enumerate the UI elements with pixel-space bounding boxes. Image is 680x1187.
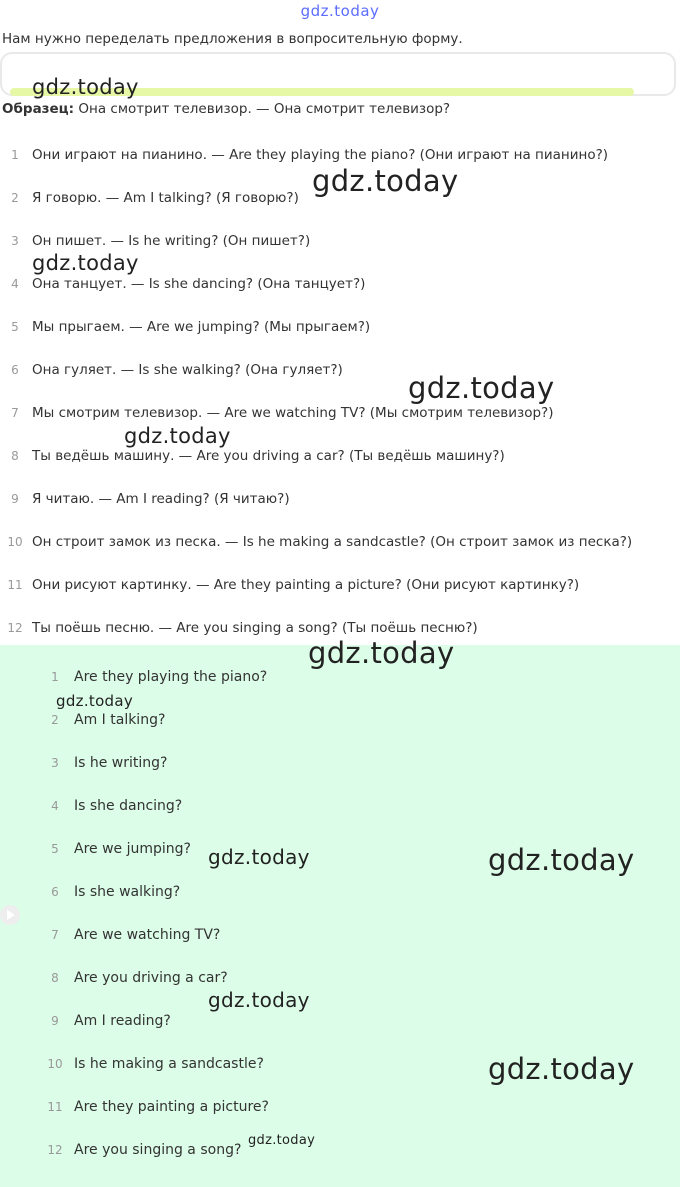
watermark: gdz.today (208, 845, 310, 869)
answer-item (44, 927, 220, 943)
answer-number: 3 (51, 756, 59, 770)
watermark: gdz.today (56, 692, 134, 710)
answer-number: 1 (51, 670, 59, 684)
answer-item (44, 1099, 269, 1115)
sentence-item (4, 405, 553, 421)
watermark: gdz.today (32, 251, 139, 275)
task-instruction: Нам нужно переделать предложения в вопросительную форму. (2, 31, 463, 47)
answer-text: Are they painting a picture? (74, 1099, 269, 1115)
answer-text: Are you driving a car? (74, 970, 228, 986)
sentence-number: 5 (11, 320, 19, 334)
answer-text: Is he writing? (74, 755, 168, 771)
answer-text: Am I reading? (74, 1013, 171, 1029)
sentence-number: 7 (11, 406, 19, 420)
answer-number: 11 (47, 1100, 63, 1114)
sentence-item (4, 147, 608, 163)
sentence-text: Ты ведёшь машину. — Are you driving a car? (Ты ведёшь машину?) (32, 448, 505, 464)
sentence-number: 1 (11, 148, 19, 162)
answer-number: 10 (47, 1057, 63, 1071)
answer-number: 6 (51, 885, 59, 899)
answer-text: Are you singing a song? (74, 1142, 242, 1158)
answer-item (44, 755, 167, 771)
sentence-item (4, 362, 343, 378)
answer-item (44, 1056, 264, 1072)
answer-text: Are we watching TV? (74, 927, 221, 943)
site-logo[interactable]: gdz.today (300, 2, 380, 20)
answer-number: 7 (51, 928, 59, 942)
sample-line (2, 101, 450, 117)
watermark: gdz.today (248, 1133, 316, 1148)
sentence-item (4, 577, 579, 593)
answer-number: 2 (51, 713, 59, 727)
sentence-number: 9 (11, 492, 19, 506)
sentence-text: Я читаю. — Am I reading? (Я читаю?) (32, 491, 290, 507)
sentence-item (4, 276, 365, 292)
sentence-text: Она танцует. — Is she dancing? (Она танцует?) (32, 276, 366, 292)
answer-number: 12 (47, 1143, 63, 1157)
answer-number: 4 (51, 799, 59, 813)
watermark: gdz.today (308, 636, 455, 670)
sentence-item (4, 620, 478, 636)
sentence-text: Мы прыгаем. — Are we jumping? (Мы прыгаем?) (32, 319, 371, 335)
sentence-text: Ты поёшь песню. — Are you singing a song? (Ты поёшь песню?) (32, 620, 478, 636)
answer-item (44, 841, 191, 857)
answer-item (44, 798, 182, 814)
answer-number: 9 (51, 1014, 59, 1028)
watermark: gdz.today (408, 371, 555, 405)
watermark: gdz.today (124, 424, 231, 448)
watermark: gdz.today (208, 988, 310, 1012)
answer-item (44, 669, 267, 685)
answer-number: 5 (51, 842, 59, 856)
sentence-item (4, 233, 310, 249)
watermark: gdz.today (488, 1052, 635, 1086)
sentence-item (4, 319, 370, 335)
sentence-number: 10 (7, 535, 23, 549)
sentence-item (4, 491, 290, 507)
sentence-item (4, 534, 632, 550)
answer-text: Are we jumping? (74, 841, 191, 857)
sentence-text: Они рисуют картинку. — Are they painting a picture? (Они рисуют картинку?) (32, 577, 580, 593)
sentence-number: 4 (11, 277, 19, 291)
play-icon[interactable] (0, 905, 20, 925)
watermark: gdz.today (312, 164, 459, 198)
sentence-number: 2 (11, 191, 19, 205)
sentence-number: 12 (7, 621, 23, 635)
sentence-text: Он пишет. — Is he writing? (Он пишет?) (32, 233, 311, 249)
watermark: gdz.today (488, 843, 635, 877)
sentence-number: 6 (11, 363, 19, 377)
answer-item (44, 970, 228, 986)
sentence-item (4, 190, 299, 206)
sentence-text: Она гуляет. — Is she walking? (Она гуляет?) (32, 362, 343, 378)
answer-text: Am I talking? (74, 712, 166, 728)
sample-label: Образец: (2, 101, 75, 117)
answer-text: Is she dancing? (74, 798, 183, 814)
sample-text: Она смотрит телевизор. — Она смотрит телевизор? (74, 101, 451, 117)
sentence-item (4, 448, 505, 464)
answer-text: Are they playing the piano? (74, 669, 268, 685)
sentence-text: Я говорю. — Am I talking? (Я говорю?) (32, 190, 299, 206)
sentence-text: Они играют на пианино. — Are they playing the piano? (Они играют на пианино?) (32, 147, 609, 163)
sentence-number: 3 (11, 234, 19, 248)
watermark: gdz.today (32, 75, 139, 99)
sentence-number: 8 (11, 449, 19, 463)
answer-text: Is he making a sandcastle? (74, 1056, 264, 1072)
answer-text: Is she walking? (74, 884, 181, 900)
sentence-text: Он строит замок из песка. — Is he making a sandcastle? (Он строит замок из песка?) (32, 534, 633, 550)
sentence-text: Мы смотрим телевизор. — Are we watching TV? (Мы смотрим телевизор?) (32, 405, 554, 421)
answer-item (44, 1013, 171, 1029)
answer-number: 8 (51, 971, 59, 985)
sentence-number: 11 (7, 578, 23, 592)
answer-item (44, 712, 165, 728)
answer-item (44, 884, 180, 900)
answer-item (44, 1142, 241, 1158)
